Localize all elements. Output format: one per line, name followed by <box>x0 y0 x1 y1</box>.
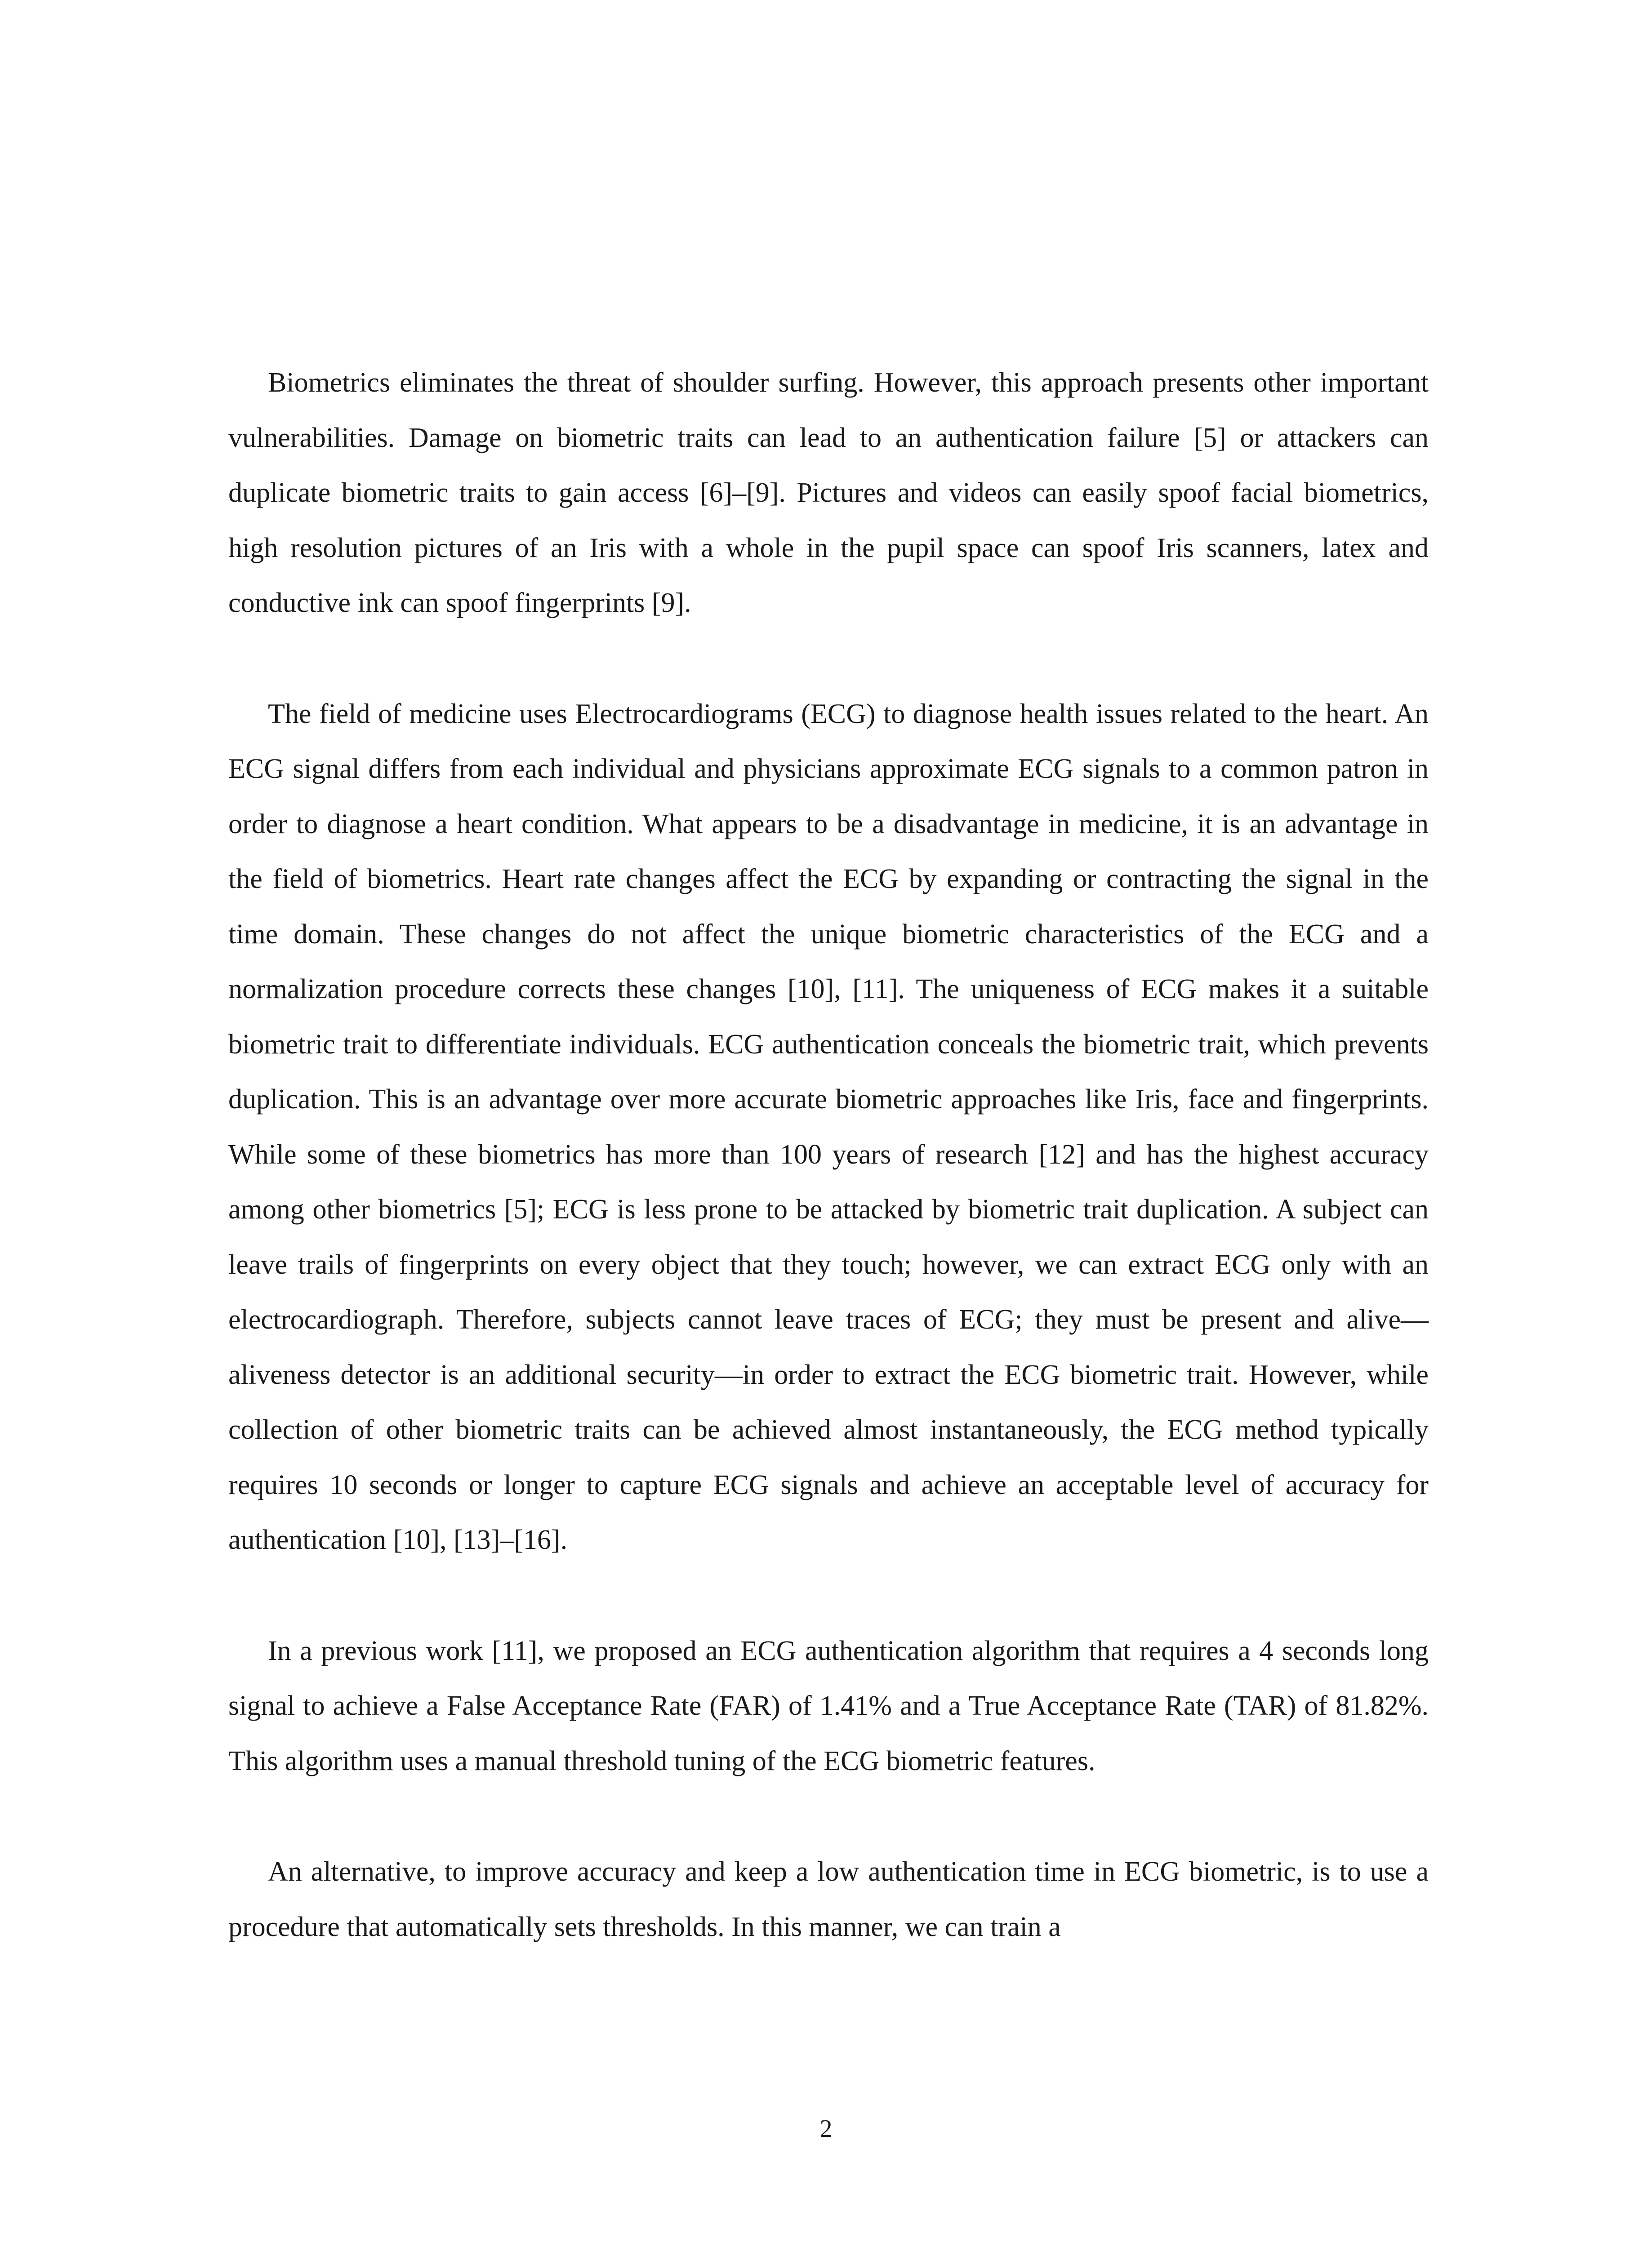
paragraph-biometrics-vulnerabilities: Biometrics eliminates the threat of shoulder surfing. However, this approach presents other important vulnerabilities. Damage on biometric traits can lead to an authentication failure [5] or attackers can duplicate biometric traits to gain access [6]–[9]. Pictures and videos can easily spoof facial biometrics, high resolution pictures of an Iris with a whole in the pupil space can spoof Iris scanners, latex and conductive ink can spoof fingerprints [9]. <box>228 367 1429 618</box>
paragraph-alternative: An alternative, to improve accuracy and keep a low authentication time in ECG biometric, is to use a procedure that automatically sets thresholds. In this manner, we can train a <box>228 1856 1429 1942</box>
body-text <box>228 355 1429 2010</box>
paragraph-ecg-medicine: The field of medicine uses Electrocardiograms (ECG) to diagnose health issues related to the heart. An ECG signal differs from each individual and physicians approximate ECG signals to a common patron in order to diagnose a heart condition. What appears to be a disadvantage in medicine, it is an advantage in the field of biometrics. Heart rate changes affect the ECG by expanding or contracting the signal in the time domain. These changes do not affect the unique biometric characteristics of the ECG and a normalization procedure corrects these changes [10], [11]. The uniqueness of ECG makes it a suitable biometric trait to differentiate individuals. ECG authentication conceals the biometric trait, which prevents duplication. This is an advantage over more accurate biometric approaches like Iris, face and fingerprints. While some of these biometrics has more than 100 years of research [12] and has the highest accuracy among other biometrics [5]; ECG is less prone to be attacked by biometric trait duplication. A subject can leave trails of fingerprints on every object that they touch; however, we can extract ECG only with an electrocardiograph. Therefore, subjects cannot leave traces of ECG; they must be present and alive—aliveness detector is an additional security—in order to extract the ECG biometric trait. However, while collection of other biometric traits can be achieved almost instantaneously, the ECG method typically requires 10 seconds or longer to capture ECG signals and achieve an acceptable level of accuracy for authentication [10], [13]–[16]. <box>228 698 1429 1555</box>
paragraph-previous-work: In a previous work [11], we proposed an ECG authentication algorithm that requires a 4 seconds long signal to achieve a False Acceptance Rate (FAR) of 1.41% and a True Acceptance Rate (TAR) of 81.82%. This algorithm uses a manual threshold tuning of the ECG biometric features. <box>228 1635 1429 1776</box>
page-number: 2 <box>819 2115 833 2143</box>
